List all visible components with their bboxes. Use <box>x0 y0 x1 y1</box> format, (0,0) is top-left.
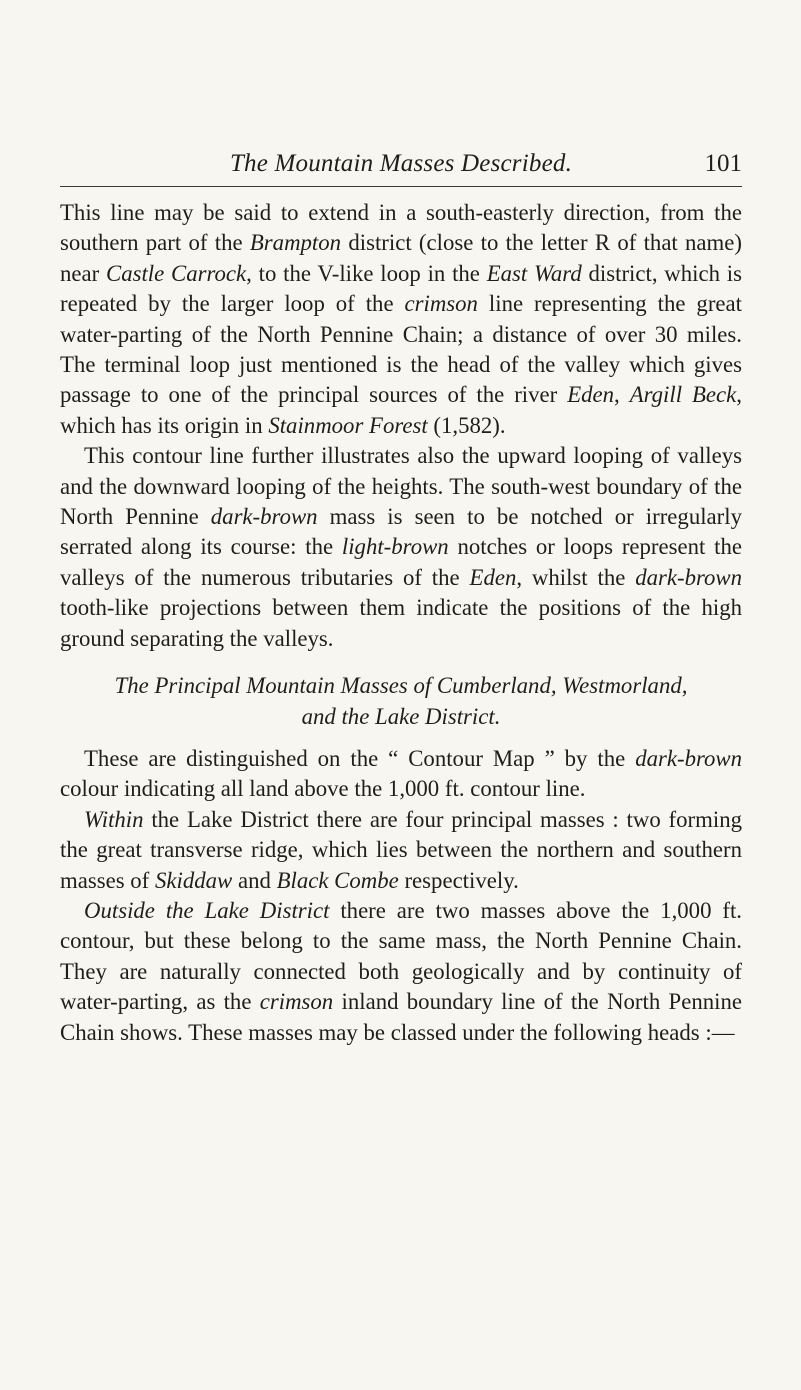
text-run: This contour line further illustrates also the upward looping of valleys and the downward looping of the heights. The south-west boundary of the North Pennine <box>60 443 742 530</box>
running-title: The Mountain Masses Described. <box>229 150 573 177</box>
text-run: there are two masses above the 1,000 ft. contour, but these belong to the same mass, the North Pennine Chain. They are naturally connected both geologically and by continuity of water-parting, as the <box>60 897 742 1015</box>
italic-colour-term: crimson <box>404 291 478 317</box>
text-run: district, which is repeated by the larger loop of the <box>60 260 742 317</box>
italic-place-name: Eden <box>567 382 615 408</box>
italic-colour-term: dark-brown <box>210 504 318 530</box>
text-run: tooth-like projections between them indicate the positions of the high ground separating the valleys. <box>60 595 742 651</box>
text-run: mass is seen to be notched or irregularly serrated along its course: the <box>60 504 743 560</box>
page-number: 101 <box>704 150 742 177</box>
text-run: notches or loops represent the valleys of the numerous tributaries of the <box>60 534 742 590</box>
text-run: line representing the great water-parting of the North Pennine Chain; a distance of over 30 miles. The terminal loop just mentioned is the head of the valley which gives passage to one of the principal sources of the river <box>60 291 742 408</box>
italic-lead-word: Within <box>84 806 144 832</box>
italic-colour-term: light-brown <box>341 534 449 560</box>
italic-place-name: East Ward <box>486 260 582 286</box>
running-header <box>60 146 742 187</box>
italic-colour-term: crimson <box>259 989 334 1015</box>
text-run: colour indicating all land above the 1,000 ft. contour line. <box>60 776 586 802</box>
paragraph-5 <box>60 896 742 1048</box>
italic-place-name: Stainmoor Forest <box>268 412 428 438</box>
italic-colour-term: dark-brown <box>635 564 742 590</box>
text-run: (1,582). <box>427 412 506 438</box>
paragraph-1 <box>60 198 742 441</box>
text-run: the Lake District there are four principal masses : two forming the great transverse ridge, which lies between the northern and southern masses of <box>60 806 742 893</box>
italic-lead-phrase: Outside the Lake District <box>84 897 330 923</box>
text-run: inland boundary line of the North Pennine Chain shows. These masses may be classed under the following heads :— <box>60 989 742 1045</box>
text-run: , to the V-like loop in the <box>246 260 487 286</box>
text-run: , <box>614 382 630 408</box>
body-text <box>60 198 742 1048</box>
italic-place-name: Eden <box>469 564 517 590</box>
text-run: This line may be said to extend in a south-easterly direction, from the southern part of the <box>60 200 742 256</box>
paragraph-3 <box>60 744 742 805</box>
italic-colour-term: dark-brown <box>635 745 742 771</box>
italic-place-name: Skiddaw <box>154 867 233 893</box>
text-run: , which has its origin in <box>60 382 742 438</box>
text-run: and <box>232 867 277 893</box>
text-run: , whilst the <box>516 564 636 590</box>
italic-place-name: Argill Beck <box>629 382 737 408</box>
italic-place-name: Brampton <box>249 230 342 256</box>
paragraph-4 <box>60 805 742 896</box>
text-run: district (close to the letter R of that name) near <box>60 230 742 286</box>
section-heading <box>60 671 742 732</box>
section-heading-line-2: and the Lake District. <box>301 703 501 729</box>
section-heading-line-1: The Principal Mountain Masses of Cumberland, Westmorland, <box>114 673 688 699</box>
text-run: These are distinguished on the “ Contour Map ” by the <box>84 745 636 771</box>
italic-place-name: Black Combe <box>276 867 399 893</box>
paragraph-2 <box>60 441 742 654</box>
italic-place-name: Castle Carrock <box>106 260 247 286</box>
text-run: respectively. <box>398 867 519 893</box>
